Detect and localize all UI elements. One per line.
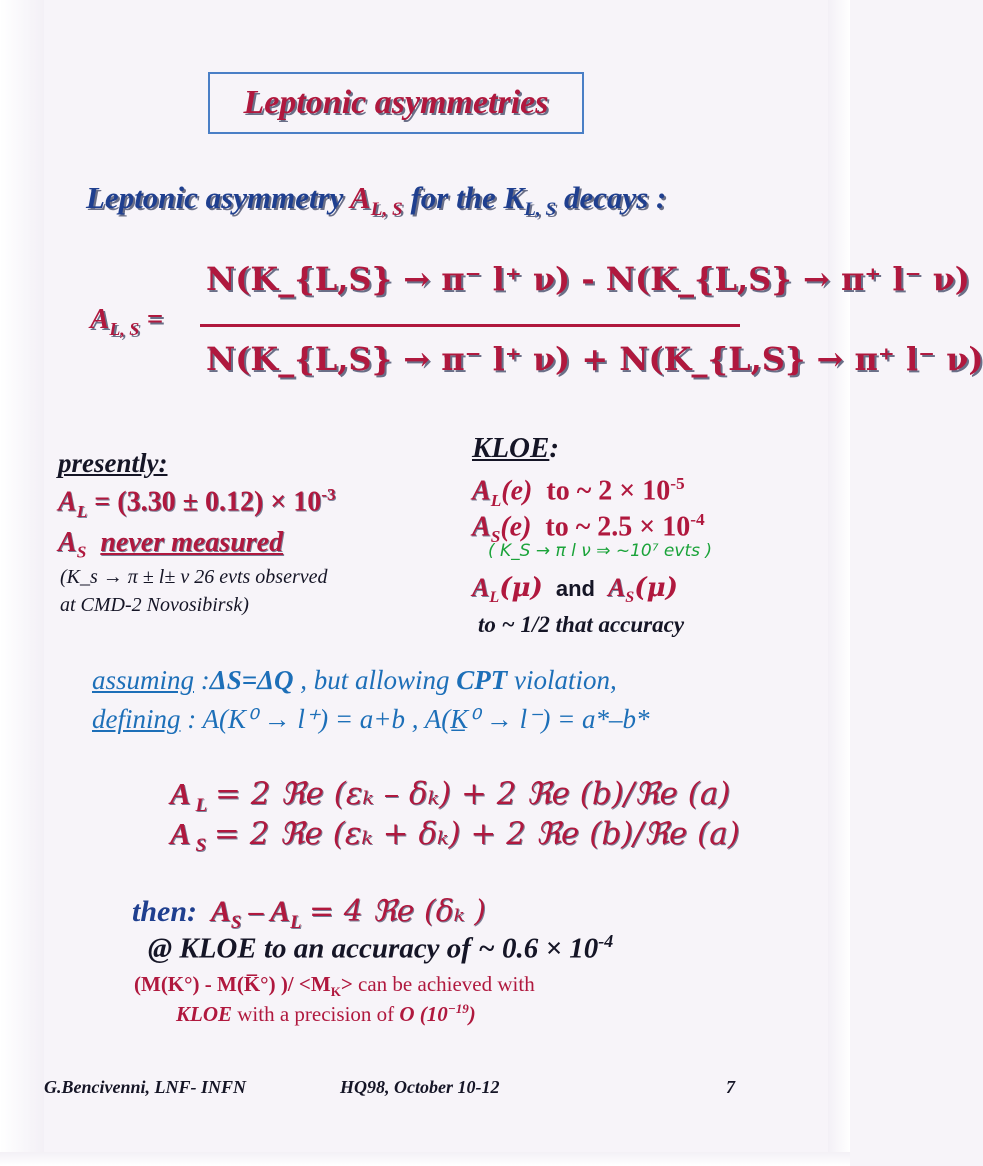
mass-rest: can be achieved with (352, 972, 535, 996)
fraction-bar (200, 324, 740, 327)
al-value-text: = (3.30 ± 0.12) × 10 (94, 486, 322, 518)
denominator-text: N(K_{L,S} → π⁻ l⁺ ν) + N(K_{L,S} → π⁺ l⁻ ν) (206, 340, 983, 378)
s-subscript: S (625, 589, 635, 607)
equals-sign: = (146, 303, 164, 335)
kloe-l3-arg: (μ) (499, 573, 543, 603)
kloe-l2-text: to ~ 2.5 × 10 (545, 511, 691, 543)
k-subscript: L, S (524, 199, 557, 221)
asymmetry-symbol: A (170, 776, 191, 811)
title-box (208, 72, 584, 134)
assuming-end: violation, (507, 665, 617, 695)
kloe-l2-arg: (e) (500, 511, 532, 543)
precision-rest: with a precision of (232, 1002, 400, 1026)
page-number: 7 (726, 1077, 735, 1097)
kloe-l2-exp: -4 (690, 510, 705, 529)
asymmetry-symbol: A (270, 895, 291, 928)
difference-formula: $A_S - A_L = 4$ ℜe (δₖ ) (210, 894, 486, 933)
slide-title: Leptonic asymmetries (243, 84, 549, 121)
s-subscript: S (490, 526, 501, 546)
delta-s-delta-q: ΔS=ΔQ (209, 665, 294, 695)
presently-label: presently (58, 448, 159, 478)
kloe-l1-exp: -5 (670, 474, 685, 493)
kloe-l1-arg: (e) (501, 475, 533, 507)
subtitle-suffix: decays : (563, 180, 667, 215)
l-subscript: L (489, 589, 500, 607)
asymmetry-symbol: A (90, 303, 110, 335)
presently-note-line1: (K_s → π ± l± ν 26 evts observed (60, 566, 328, 588)
numerator-text: N(K_{L,S} → π⁻ l⁺ ν) - N(K_{L,S} → π⁺ l⁻ ν) (206, 260, 970, 298)
footer-conference: HQ98, October 10-12 (340, 1077, 500, 1097)
l-subscript: L (490, 490, 502, 510)
then-line (132, 894, 486, 934)
handwritten-note: ( K_S → π l ν ⇒ ~10⁷ evts ) (488, 541, 713, 561)
formula-numerator (206, 260, 970, 298)
asymmetry-symbol: A (350, 180, 371, 215)
and-text: and (555, 576, 595, 601)
footer-author: G.Bencivenni, LNF- INFN (44, 1077, 246, 1097)
equation-al (170, 776, 730, 817)
mass-expression: (M(K°) - M(K̅°) )/ <M (134, 972, 331, 996)
assuming-line (92, 665, 617, 696)
precision-value: O (10 (399, 1002, 448, 1026)
assuming-mid: , but allowing (293, 665, 457, 695)
kloe-accuracy (148, 931, 613, 966)
defining-rest: : A(K⁰ → l⁺) = a+b , A(K̲⁰ → l⁻) = a*–b* (180, 704, 650, 734)
then-formula: = 4 ℜe (δₖ ) (309, 894, 486, 929)
page-edge (828, 0, 850, 1166)
precision-end: ) (468, 1002, 476, 1026)
asymmetry-symbol: A (472, 573, 490, 602)
symbol-subscript: L, S (370, 199, 403, 221)
page-edge (0, 1152, 850, 1166)
asymmetry-symbol: A (607, 573, 626, 602)
mass-difference-line (134, 972, 535, 1000)
kloe-l1-text: to ~ 2 × 10 (546, 475, 671, 507)
kloe-mu-line (472, 573, 678, 607)
mass-subscript: K (330, 984, 341, 1000)
subtitle-mid: for the K (410, 180, 525, 215)
l-subscript: L (76, 501, 88, 521)
equation-as (170, 816, 740, 857)
assuming-label: assuming (92, 665, 195, 695)
as-status (58, 527, 283, 563)
precision-exponent: −19 (447, 1001, 469, 1016)
mass-expr-end: > (340, 972, 353, 996)
precision-kloe: KLOE (176, 1002, 233, 1026)
equation-as-text: = 2 ℜe (εₖ + δₖ) + 2 ℜe (b)/ℜe (a) (213, 816, 740, 852)
asymmetry-symbol: A (170, 816, 191, 851)
formula-lhs (90, 303, 163, 340)
kloe-accuracy-exp: -4 (598, 931, 614, 951)
kloe-al-e (472, 474, 685, 511)
formula-denominator (206, 340, 983, 378)
assuming-colon: : (194, 665, 210, 695)
equation-al-text: = 2 ℜe (εₖ – δₖ) + 2 ℜe (b)/ℜe (a) (214, 776, 731, 812)
kloe-label: KLOE (472, 432, 550, 464)
al-exponent: -3 (321, 485, 336, 504)
kloe-accuracy-text: @ KLOE to an accuracy of ~ 0.6 × 10 (148, 932, 599, 965)
defining-line (92, 704, 650, 735)
s-subscript: S (76, 542, 87, 562)
s-subscript: S (190, 835, 207, 857)
kloe-accuracy-note: to ~ 1/2 that accuracy (478, 612, 685, 637)
l-subscript: L (190, 795, 208, 817)
slide-subtitle (86, 180, 666, 221)
asymmetry-symbol: A (472, 475, 491, 507)
presently-note-line2: at CMD-2 Novosibirsk) (60, 594, 249, 616)
then-label: then: (132, 895, 198, 928)
kloe-l3-arg2: (μ) (634, 573, 678, 603)
never-measured-text: never measured (100, 527, 284, 558)
asymmetry-symbol: A (58, 527, 77, 558)
al-measured-value (58, 485, 336, 522)
s-subscript: S (230, 912, 242, 933)
kloe-heading: KLOE: (472, 432, 560, 464)
cpt-label: CPT (456, 665, 508, 695)
asymmetry-symbol: A (210, 895, 231, 928)
l-subscript: L (290, 912, 302, 933)
precision-line (176, 1001, 476, 1027)
subtitle-prefix: Leptonic asymmetry (86, 180, 344, 215)
asymmetry-symbol: A (472, 511, 491, 543)
asymmetry-symbol: A (58, 486, 77, 518)
presently-heading: presently: (58, 448, 168, 478)
page-edge (0, 0, 44, 1166)
lhs-subscript: L, S (109, 318, 140, 339)
defining-label: defining (92, 704, 181, 734)
